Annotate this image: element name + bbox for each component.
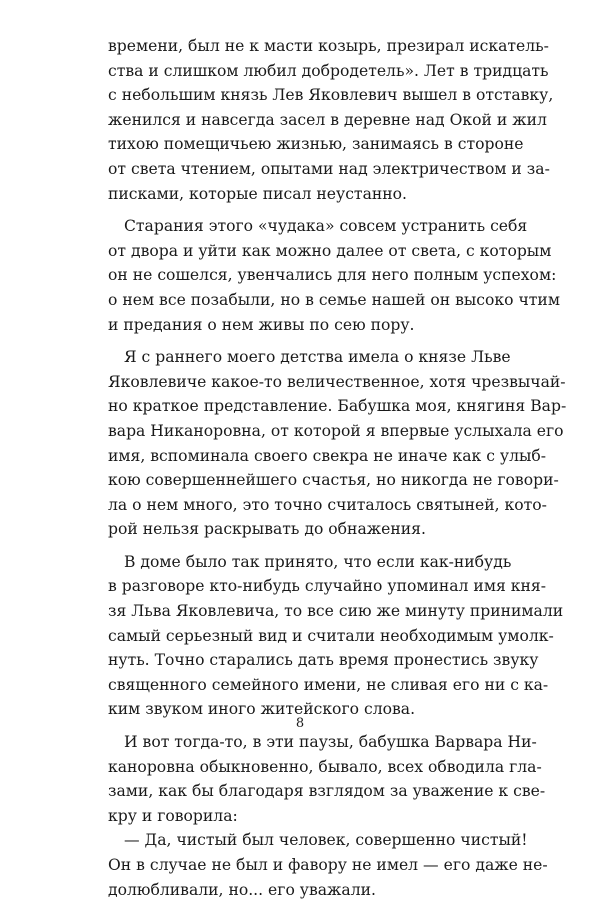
text-line: самый серьезный вид и считали необходимым умолк- xyxy=(108,626,554,645)
text-line: Старания этого «чудака» совсем устранить себя xyxy=(124,217,528,236)
text-line: Я с раннего моего детства имела о князе Льве xyxy=(124,348,511,367)
text-line: вара Никаноровна, от которой я впервые услыхала его xyxy=(108,421,564,440)
page-number: 8 xyxy=(295,716,305,731)
text-line: имя, вспоминала своего свекра не иначе как с улыб- xyxy=(108,446,547,465)
text-line: ла о нем много, это точно считалось святыней, кото- xyxy=(108,495,547,514)
text-line: ким звуком иного житейского слова. xyxy=(108,700,416,719)
page-body xyxy=(108,34,567,910)
text-line: от света чтением, опытами над электричеством и за- xyxy=(108,159,550,178)
text-line: с небольшим князь Лев Яковлевич вышел в отставку, xyxy=(108,86,554,105)
text-line: но краткое представление. Бабушка моя, княгиня Вар- xyxy=(108,397,567,416)
text-line: И вот тогда-то, в эти паузы, бабушка Варвара Ни- xyxy=(124,733,537,752)
text-line: В доме было так принято, что если как-нибудь xyxy=(124,552,512,571)
text-line: времени, был не к масти козырь, презирал искатель- xyxy=(108,37,549,55)
text-line: в разговоре кто-нибудь случайно упоминал имя кня- xyxy=(108,577,546,596)
text-line: зами, как бы благодаря взглядом за уважение к све- xyxy=(108,782,546,801)
text-line: каноровна обыкновенно, бывало, всех обводила гла- xyxy=(108,757,542,776)
text-line: Он в случае не был и фавору не имел — его даже не- xyxy=(108,856,548,874)
text-line: о нем все позабыли, но в семье нашей он высоко чтим xyxy=(108,290,560,309)
text-line: писками, которые писал неустанно. xyxy=(108,184,407,203)
paragraph-1 xyxy=(108,34,554,206)
paragraph-4 xyxy=(108,550,564,722)
text-line: долюбливали, но... его уважали. xyxy=(108,880,376,899)
text-line: от двора и уйти как можно далее от света, с которым xyxy=(108,241,552,260)
paragraph-2 xyxy=(108,214,560,337)
text-line: кру и говорила: xyxy=(108,806,238,825)
text-line: и предания о нем живы по сею пору. xyxy=(108,315,415,334)
text-line: он не сошелся, увенчались для него полным успехом: xyxy=(108,266,557,285)
text-line: нуть. Точно старались дать время пронестись звуку xyxy=(108,651,539,670)
text-line: рой нельзя раскрывать до обнажения. xyxy=(108,520,426,539)
paragraph-5 xyxy=(108,730,548,902)
text-line: женился и навсегда засел в деревне над Окой и жил xyxy=(108,110,547,129)
text-line: — Да, чистый был человек, совершенно чистый! xyxy=(124,831,528,850)
text-line: ства и слишком любил добродетель». Лет в тридцать xyxy=(108,61,549,80)
text-line: зя Льва Яковлевича, то все сию же минуту принимали xyxy=(108,602,564,621)
text-line: кою совершеннейшего счастья, но никогда не говори- xyxy=(108,471,559,490)
paragraph-3 xyxy=(108,345,567,542)
text-line: Яковлевиче какое-то величественное, хотя чрезвычай- xyxy=(108,372,566,391)
text-line: тихою помещичьею жизнью, занимаясь в стороне xyxy=(108,135,524,154)
text-line: священного семейного имени, не сливая его ни с ка- xyxy=(108,675,549,694)
